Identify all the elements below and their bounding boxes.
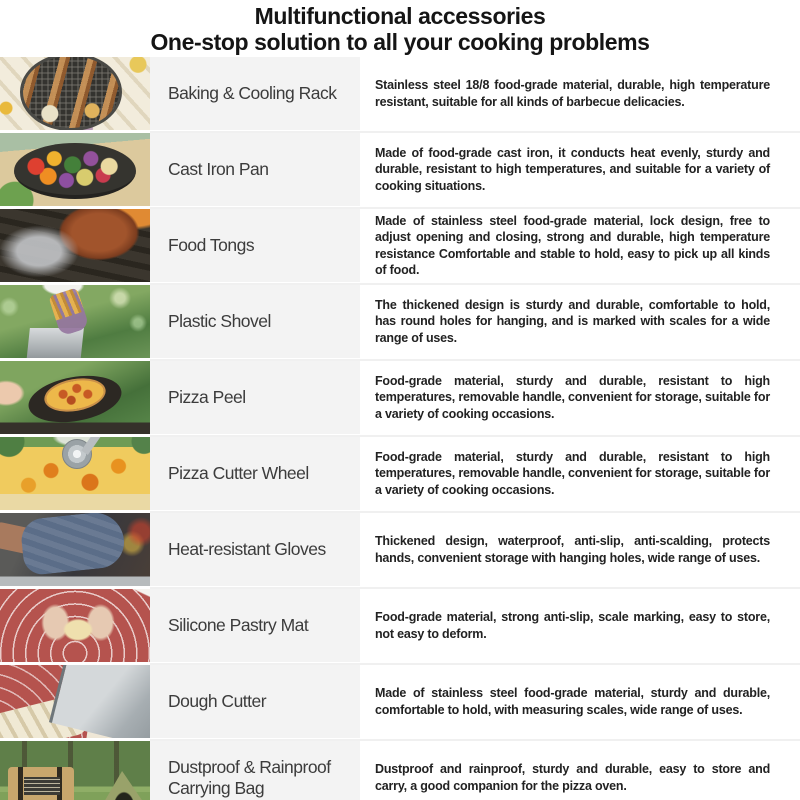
product-description-cell	[360, 665, 800, 738]
photo-art-cutter-handle	[81, 437, 102, 455]
table-row	[0, 209, 800, 282]
product-photo-baking-rack	[0, 57, 150, 130]
product-name: Pizza Peel	[168, 387, 246, 407]
product-description-cell	[360, 57, 800, 130]
page-subtitle: One-stop solution to all your cooking problems	[150, 29, 650, 55]
product-photo-pizza-cutter	[0, 437, 150, 510]
product-name: Baking & Cooling Rack	[168, 83, 337, 103]
table-row	[0, 285, 800, 358]
table-row	[0, 133, 800, 206]
product-name-cell	[150, 209, 360, 282]
table-row	[0, 437, 800, 510]
product-description: Food-grade material, sturdy and durable, resistant to high temperatures, removable handle, convenient for storage, suitable for a variety of cooking occasions.	[375, 449, 770, 497]
product-description: Made of stainless steel food-grade material, sturdy and durable, comfortable to hold, with measuring scales, wide range of uses.	[375, 686, 770, 717]
photo-art-grill	[20, 57, 122, 130]
product-description-cell	[360, 589, 800, 662]
product-description-cell	[360, 513, 800, 586]
product-name: Dustproof & Rainproof Carrying Bag	[168, 756, 331, 798]
product-name: Cast Iron Pan	[168, 159, 269, 179]
product-photo-pizza-peel	[0, 361, 150, 434]
product-description: The thickened design is sturdy and durable, comfortable to hold, has round holes for hanging, and is marked with scales for a wide range of uses.	[375, 297, 770, 345]
table-row	[0, 741, 800, 800]
product-description: Made of stainless steel food-grade material, lock design, free to adjust opening and closing, strong and durable, high temperature resistance Comfortable and stable to hold, easy to pick up all kinds of food.	[375, 213, 770, 277]
product-photo-dough-cutter	[0, 665, 150, 738]
table-row	[0, 513, 800, 586]
product-name: Plastic Shovel	[168, 311, 271, 331]
product-name: Heat-resistant Gloves	[168, 539, 326, 559]
page-title: Multifunctional accessories	[254, 3, 546, 29]
product-name-cell	[150, 741, 360, 800]
table-row	[0, 361, 800, 434]
photo-art-bag-label	[24, 777, 60, 795]
product-name-cell	[150, 57, 360, 130]
product-description-cell	[360, 361, 800, 434]
photo-art-steel-box	[26, 328, 84, 358]
product-name-cell	[150, 437, 360, 510]
table-row	[0, 57, 800, 130]
product-description: Made of food-grade cast iron, it conducts heat evenly, sturdy and durable, resistant to high temperatures, and suitable for a variety of cooking situations.	[375, 145, 770, 193]
product-description: Stainless steel 18/8 food-grade material, durable, high temperature resistant, suitable for all kinds of barbecue delicacies.	[375, 78, 770, 109]
product-description-cell	[360, 437, 800, 510]
product-photo-gloves	[0, 513, 150, 586]
product-photo-pastry-mat	[0, 589, 150, 662]
product-description-cell	[360, 209, 800, 282]
product-description: Food-grade material, strong anti-slip, scale marking, easy to store, not easy to deform.	[375, 610, 770, 641]
photo-art-glove	[19, 513, 126, 576]
product-name: Dough Cutter	[168, 691, 267, 711]
product-table	[0, 57, 800, 800]
product-name-cell	[150, 133, 360, 206]
product-name-cell	[150, 589, 360, 662]
product-name: Pizza Cutter Wheel	[168, 463, 309, 483]
product-description: Thickened design, waterproof, anti-slip, anti-scalding, protects hands, convenient storage with hanging holes, wide range of uses.	[375, 534, 770, 565]
product-description: Dustproof and rainproof, sturdy and durable, easy to store and carry, a good companion for the pizza oven.	[375, 762, 770, 793]
product-name: Food Tongs	[168, 235, 255, 255]
product-photo-food-tongs	[0, 209, 150, 282]
product-photo-carrying-bag	[0, 741, 150, 800]
product-description-cell	[360, 133, 800, 206]
table-row	[0, 589, 800, 662]
product-photo-plastic-shovel	[0, 285, 150, 358]
product-name-cell	[150, 285, 360, 358]
product-name-cell	[150, 513, 360, 586]
product-description: Food-grade material, sturdy and durable, resistant to high temperatures, removable handle, convenient for storage, suitable for a variety of cooking occasions.	[375, 373, 770, 421]
product-name-cell	[150, 361, 360, 434]
product-name: Silicone Pastry Mat	[168, 615, 309, 635]
table-row	[0, 665, 800, 738]
product-description-cell	[360, 285, 800, 358]
page-header	[0, 0, 800, 55]
product-photo-cast-iron-pan	[0, 133, 150, 206]
product-description-cell	[360, 741, 800, 800]
photo-art-tent	[100, 771, 148, 800]
photo-art-pan	[14, 143, 136, 199]
product-name-cell	[150, 665, 360, 738]
